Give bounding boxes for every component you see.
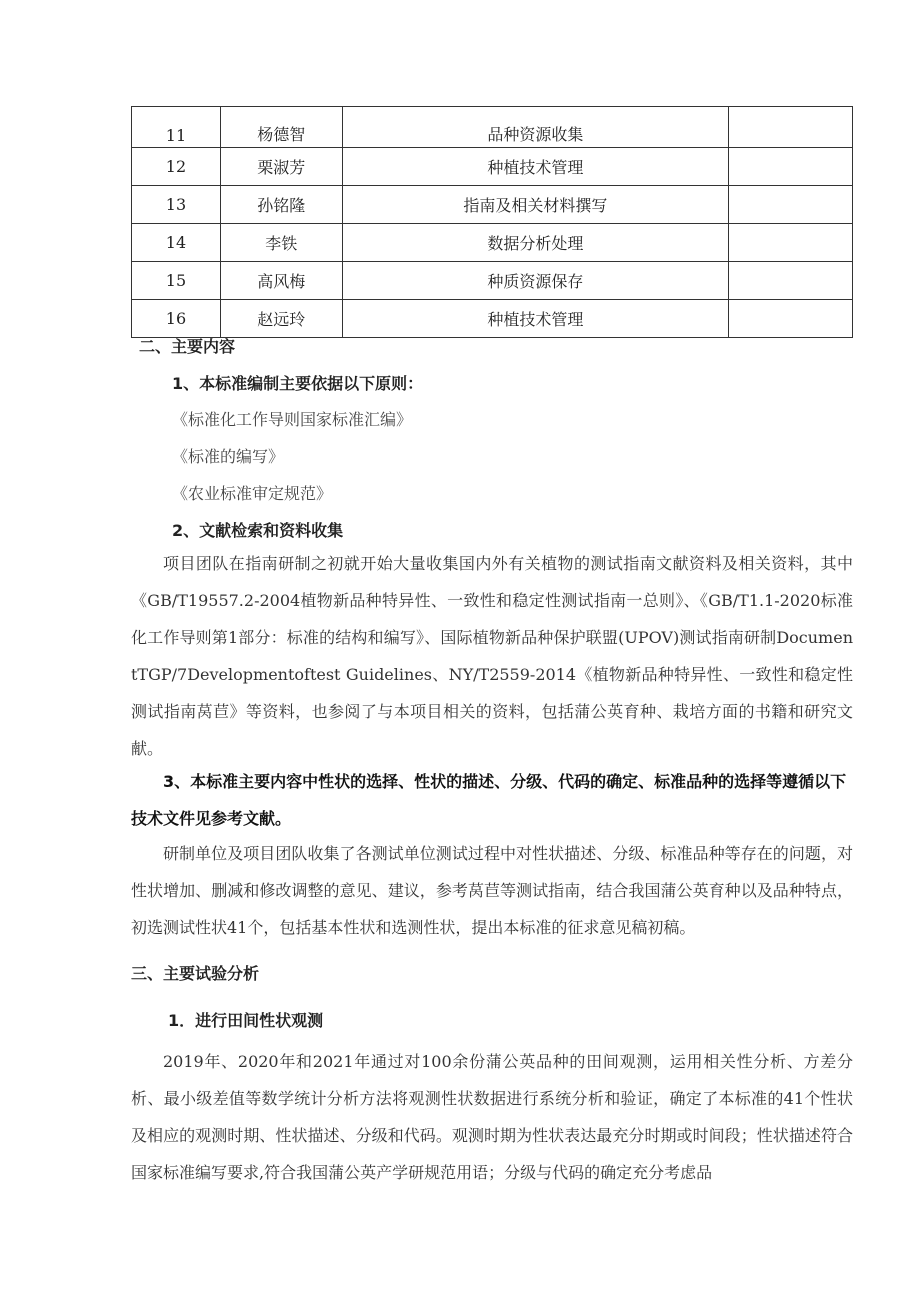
subsection-heading: 1、本标准编制主要依据以下原则： — [172, 374, 424, 393]
cell-task: 指南及相关材料撰写 — [342, 186, 728, 224]
cell-task: 种质资源保存 — [342, 262, 728, 300]
table-row — [132, 148, 853, 186]
cell-no: 15 — [132, 262, 221, 300]
cell-note — [729, 300, 853, 338]
cell-name: 孙铭隆 — [220, 186, 342, 224]
reference-item: 《标准化工作导则国家标准汇编》 — [172, 410, 413, 429]
cell-name: 栗淑芳 — [220, 148, 342, 186]
subsection-heading: 2、文献检索和资料收集 — [172, 521, 344, 540]
table-row — [132, 186, 853, 224]
subsection-heading: 1．进行田间性状观测 — [168, 1011, 324, 1030]
cell-no: 12 — [132, 148, 221, 186]
reference-item: 《标准的编写》 — [172, 447, 285, 466]
section-heading: 二、主要内容 — [139, 337, 236, 356]
cell-name: 杨德智 — [220, 107, 342, 148]
cell-note — [729, 224, 853, 262]
cell-no: 14 — [132, 224, 221, 262]
table-row — [132, 107, 853, 148]
cell-task: 数据分析处理 — [342, 224, 728, 262]
section-heading: 三、主要试验分析 — [131, 964, 260, 983]
reference-item: 《农业标准审定规范》 — [172, 484, 333, 503]
cell-name: 李铁 — [220, 224, 342, 262]
cell-no: 13 — [132, 186, 221, 224]
table-row — [132, 224, 853, 262]
cell-task: 种植技术管理 — [342, 148, 728, 186]
paragraph: 研制单位及项目团队收集了各测试单位测试过程中对性状描述、分级、标准品种等存在的问题，对性状增加、删减和修改调整的意见、建议，参考莴苣等测试指南，结合我国蒲公英育种以及品种特点，初选测试性状41个，包括基本性状和选测性状，提出本标准的征求意见稿初稿。 — [131, 844, 853, 937]
cell-no: 16 — [132, 300, 221, 338]
table-row — [132, 300, 853, 338]
paragraph: 项目团队在指南研制之初就开始大量收集国内外有关植物的测试指南文献资料及相关资料，其中《GB/T19557.2-2004植物新品种特异性、一致性和稳定性测试指南一总则》、《GB/T1.1-2020标准化工作导则第1部分：标准的结构和编写》、国际植物新品种保护联盟(UPOV)测试指南研制DocumentTGP/7Developmentoftest Guidelines、NY/T2559-2014《植物新品种特异性、一致性和稳定性测试指南莴苣》等资料，也参阅了与本项目相关的资料，包括蒲公英育种、栽培方面的书籍和研究文献。 — [131, 554, 853, 758]
cell-note — [729, 107, 853, 148]
cell-note — [729, 148, 853, 186]
paragraph: 2019年、2020年和2021年通过对100余份蒲公英品种的田间观测，运用相关性分析、方差分析、最小级差值等数学统计分析方法将观测性状数据进行系统分析和验证，确定了本标准的41个性状及相应的观测时期、性状描述、分级和代码。观测时期为性状表达最充分时期或时间段；性状描述符合国家标准编写要求,符合我国蒲公英产学研规范用语；分级与代码的确定充分考虑品 — [131, 1052, 853, 1182]
cell-note — [729, 262, 853, 300]
cell-task: 品种资源收集 — [342, 107, 728, 148]
subsection-heading: 3、本标准主要内容中性状的选择、性状的描述、分级、代码的确定、标准品种的选择等遵循以下技术文件见参考文献。 — [131, 772, 847, 828]
members-table — [131, 106, 853, 338]
cell-task: 种植技术管理 — [342, 300, 728, 338]
cell-name: 高风梅 — [220, 262, 342, 300]
cell-no: 11 — [132, 107, 221, 148]
table-row — [132, 262, 853, 300]
cell-note — [729, 186, 853, 224]
cell-name: 赵远玲 — [220, 300, 342, 338]
